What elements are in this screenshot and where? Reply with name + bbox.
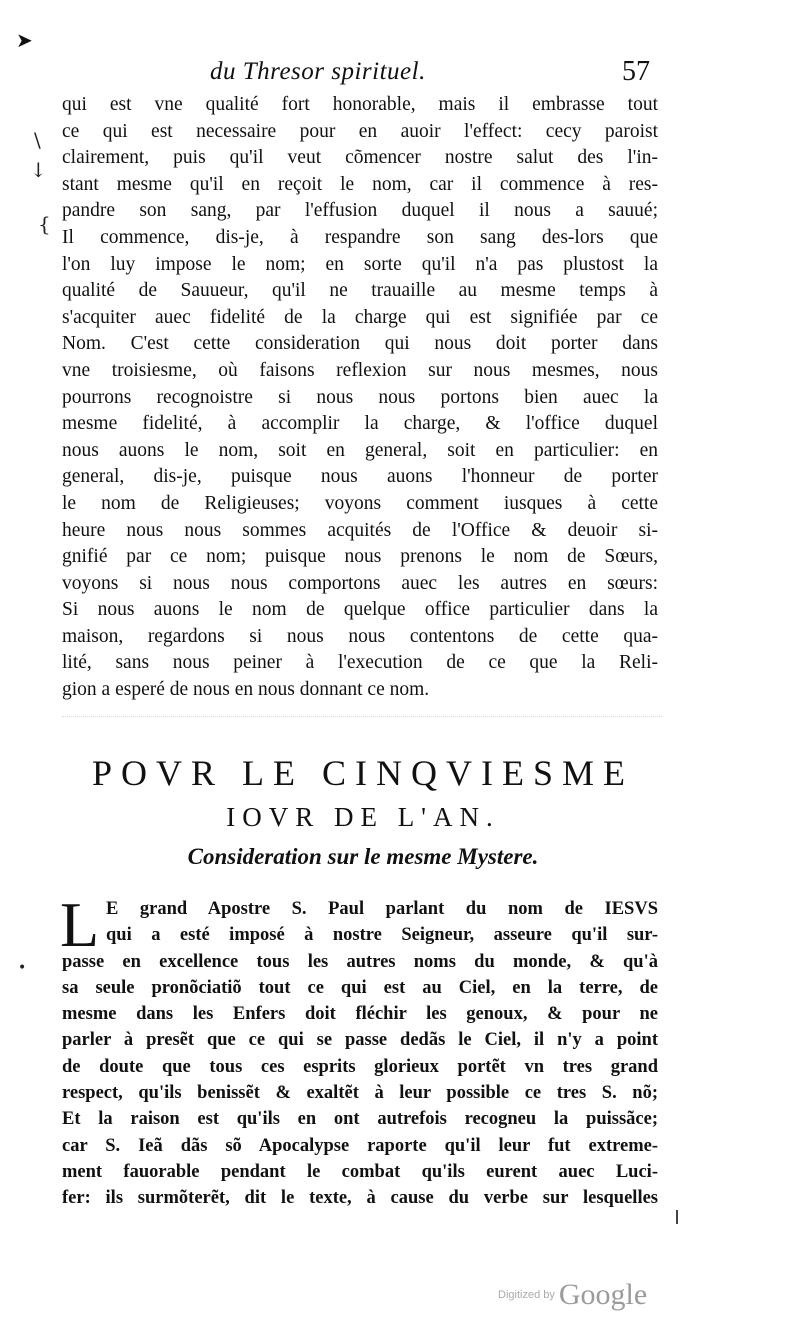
- text-line: mesme fidelité, à accomplir la charge, & l'office duquel: [62, 413, 658, 435]
- running-title: du Thresor spirituel.: [210, 58, 426, 85]
- section-subtitle: IOVR DE L'AN.: [226, 802, 500, 832]
- text-line: pandre son sang, par l'effusion duquel il nous a sauué;: [62, 200, 658, 222]
- margin-mark: •: [18, 960, 27, 976]
- text-line: sa seule pronõciatiõ tout ce qui est au Ciel, en la terre, de: [62, 977, 658, 998]
- text-line: gnifié par ce nom; puisque nous prenons le nom de Sœurs,: [62, 546, 658, 568]
- section-title: POVR LE CINQVIESME: [91, 753, 634, 793]
- running-head: [210, 58, 650, 92]
- text-line: gion a esperé de nous en nous donnant ce nom.: [62, 679, 430, 701]
- text-line: nous auons le nom, soit en general, soit en particulier: en: [62, 439, 658, 461]
- text-line: vne troisiesme, où faisons reflexion sur nous mesmes, nous: [62, 359, 658, 381]
- text-line: parler à presẽt que ce qui se passe dedãs le Ciel, il n'y a point: [62, 1030, 658, 1051]
- text-line: pourrons recognoistre si nous nous portons bien auec la: [62, 386, 658, 408]
- bleed-through-dots: [62, 716, 662, 731]
- drop-cap: L: [60, 889, 100, 960]
- text-line: passe en excellence tous les autres noms du monde, & qu'à: [62, 951, 658, 972]
- text-line: clairement, puis qu'il veut cõmencer nostre salut des l'in-: [62, 147, 658, 169]
- watermark-small-text: Digitized by: [498, 1289, 555, 1301]
- text-line: E grand Apostre S. Paul parlant du nom de IESVS: [106, 899, 658, 919]
- text-line: le nom de Religieuses; voyons comment iusques à cette: [62, 492, 658, 514]
- text-line: Si nous auons le nom de quelque office particulier dans la: [62, 599, 658, 621]
- consideration-heading: Consideration sur le mesme Mystere.: [187, 844, 539, 869]
- margin-mark: ↓: [30, 158, 47, 182]
- text-line: general, dis-je, puisque nous auons l'honneur de porter: [62, 466, 658, 488]
- text-line: stant mesme qu'il en reçoit le nom, car il commence à res-: [62, 173, 658, 195]
- text-line: heure nous nous sommes acquités de l'Office & deuoir si-: [62, 519, 658, 541]
- margin-mark: {: [38, 212, 51, 236]
- text-line: l'on luy impose le nom; en sorte qu'il n'a pas plustost la: [62, 253, 658, 275]
- text-line: qui a esté imposé à nostre Seigneur, asseure qu'il sur-: [106, 925, 658, 946]
- text-line: car S. Ieã dãs sõ Apocalypse raporte qu'il leur fut extreme-: [62, 1135, 658, 1156]
- text-line: ce qui est necessaire pour en auoir l'effect: cecy paroist: [62, 120, 658, 142]
- text-line: Il commence, dis-je, à respandre son sang des-lors que: [62, 226, 658, 248]
- paragraph-2: [62, 896, 658, 1212]
- gutter-mark: [676, 1210, 678, 1224]
- text-line: respect, qu'ils benissẽt & exaltẽt à leur possible ce tres S. nõ;: [62, 1083, 658, 1104]
- text-line: Et la raison est qu'ils en ont autrefois recogneu la puissãce;: [62, 1109, 658, 1130]
- text-line: de doute que tous ces esprits glorieux portẽt vn tres grand: [62, 1056, 658, 1077]
- google-logo-text: Google: [558, 1278, 648, 1311]
- text-line: qui est vne qualité fort honorable, mais il embrasse tout: [62, 94, 658, 115]
- text-line: Nom. C'est cette consideration qui nous doit porter dans: [62, 333, 658, 355]
- text-line: lité, sans nous peiner à l'execution de ce que la Reli-: [62, 652, 658, 674]
- corner-mark: ➤: [16, 28, 33, 52]
- text-line: s'acquiter auec fidelité de la charge qui est signifiée par ce: [62, 306, 658, 328]
- text-line: fer: ils surmõterẽt, dit le texte, à cause du verbe sur lesquelles: [62, 1188, 658, 1209]
- page-number: 57: [622, 56, 650, 87]
- text-line: mesme dans les Enfers doit fléchir les genoux, & pour ne: [62, 1004, 658, 1025]
- digitized-by-google-watermark: [498, 1278, 647, 1312]
- text-line: maison, regardons si nous nous contentons de cette qua-: [62, 625, 658, 647]
- text-line: ment fauorable pendant le combat qu'ils eurent auec Luci-: [62, 1161, 658, 1182]
- margin-mark: \: [34, 128, 41, 152]
- text-line: qualité de Sauueur, qu'il ne trauaille au mesme temps à: [62, 280, 658, 302]
- text-line: voyons si nous nous comportons auec les autres en sœurs:: [62, 572, 658, 594]
- paragraph-1: [62, 92, 658, 704]
